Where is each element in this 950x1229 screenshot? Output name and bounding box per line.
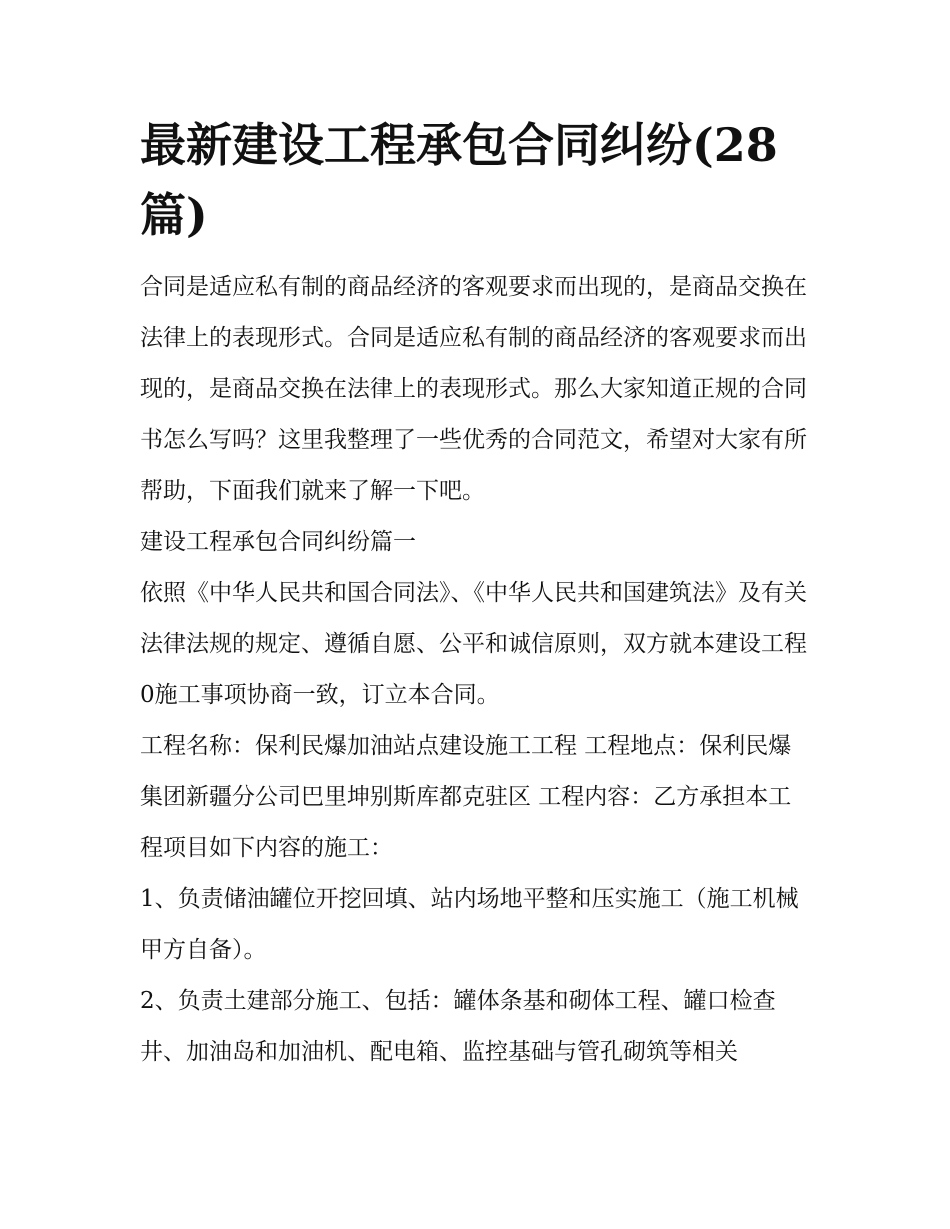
intro-paragraph: 合同是适应私有制的商品经济的客观要求而出现的，是商品交换在法律上的表现形式。合同是适应私有制的商品经济的客观要求而出现的，是商品交换在法律上的表现形式。那么大家知道正规的合同书怎么写吗？这里我整理了一些优秀的合同范文，希望对大家有所帮助，下面我们就来了解一下吧。 [140, 274, 807, 504]
section-heading: 建设工程承包合同纠纷篇一 [140, 529, 416, 555]
list-item-2: 2、负责土建部分施工、包括：罐体条基和砌体工程、罐口检查井、加油岛和加油机、配电箱、监控基础与管孔砌筑等相关 [140, 988, 776, 1065]
list-item-1: 1、负责储油罐位开挖回填、站内场地平整和压实施工（施工机械甲方自备）。 [140, 886, 799, 963]
document-page [140, 110, 812, 1078]
document-title: 最新建设工程承包合同纠纷(28篇) [140, 118, 778, 242]
project-info-paragraph: 工程名称：保利民爆加油站点建设施工工程 工程地点：保利民爆集团新疆分公司巴里坤别斯库都克驻区 工程内容：乙方承担本工程项目如下内容的施工： [140, 733, 792, 861]
contract-basis-paragraph: 依照《中华人民共和国合同法》、《中华人民共和国建筑法》及有关法律法规的规定、遵循自愿、公平和诚信原则，双方就本建设工程0施工事项协商一致，订立本合同。 [140, 580, 807, 708]
